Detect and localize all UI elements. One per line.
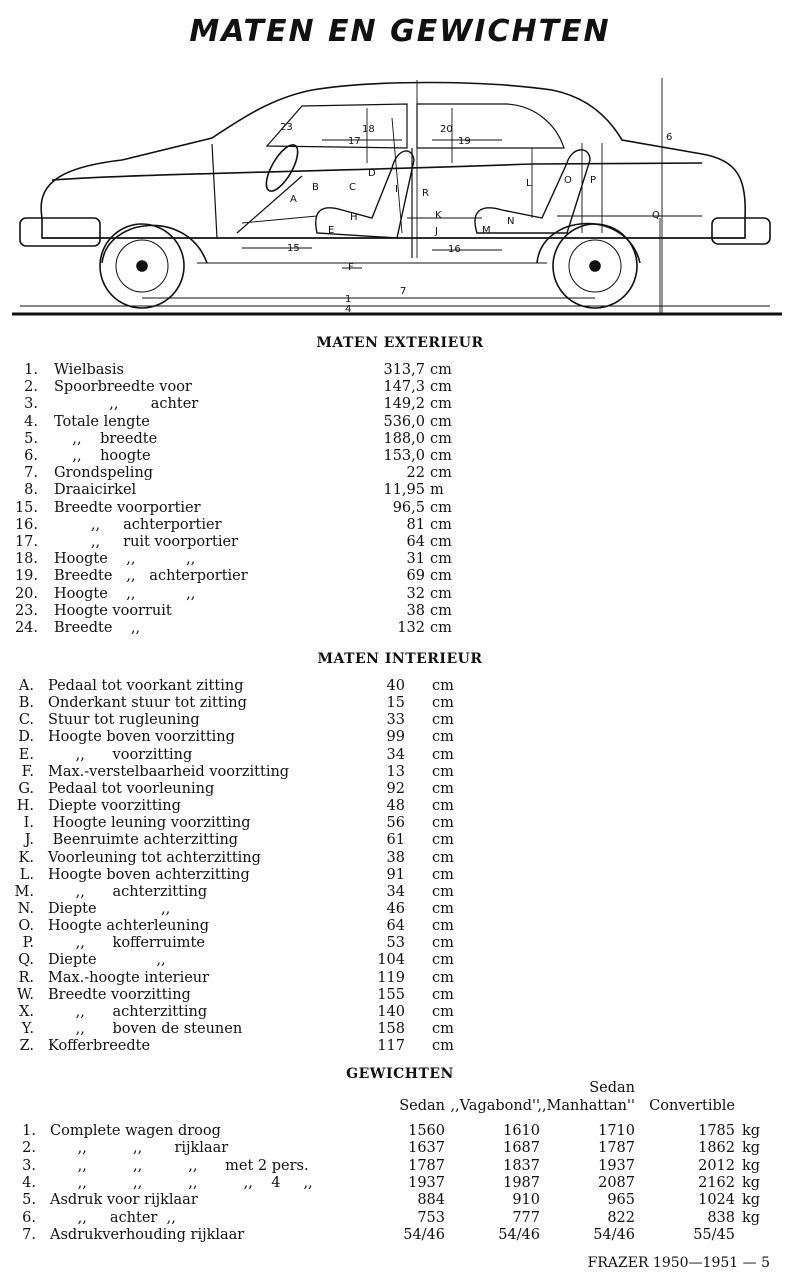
row-label: Diepte ,,	[48, 952, 166, 969]
row-label: ,, kofferruimte	[48, 935, 205, 952]
row-label: Max.-verstelbaarheid voorzitting	[48, 763, 290, 780]
row-value: 64	[406, 534, 425, 550]
row-number: 4.	[24, 413, 38, 430]
table-row	[0, 1140, 800, 1157]
table-row	[0, 551, 800, 568]
row-number: K.	[18, 849, 34, 866]
table-row	[0, 379, 800, 396]
table-row	[0, 620, 800, 637]
weights-column-header: ,,Vagabond''	[450, 1098, 540, 1114]
table-row	[0, 1038, 800, 1055]
row-value: 48	[386, 798, 405, 815]
row-weight-value: 1637	[408, 1140, 445, 1157]
row-weight-value: 1710	[598, 1123, 635, 1139]
row-number: 2.	[22, 1140, 36, 1157]
row-value: 149,2	[383, 396, 425, 413]
row-number: 8.	[24, 482, 38, 499]
diagram-label-b: B	[312, 182, 319, 193]
row-unit: cm	[432, 780, 454, 797]
row-value: 99	[386, 729, 405, 746]
row-number: J.	[24, 832, 34, 849]
row-unit: cm	[432, 832, 454, 849]
row-number: E.	[18, 746, 34, 763]
row-number: P.	[22, 935, 34, 952]
diagram-label-17: 17	[348, 136, 361, 147]
table-row	[0, 712, 800, 729]
row-weight-value: 2162	[698, 1174, 735, 1191]
table-row	[0, 448, 800, 465]
row-weight-value: 1024	[698, 1192, 735, 1209]
row-unit: cm	[430, 534, 452, 550]
row-weight-value: 1787	[408, 1157, 445, 1174]
row-label: ,, achterzitting	[48, 1003, 208, 1020]
table-row	[0, 1210, 800, 1227]
row-value: 53	[386, 935, 405, 952]
row-label: ,, achter	[54, 396, 199, 413]
row-unit: cm	[430, 430, 452, 447]
row-number: G.	[18, 780, 34, 797]
row-unit: cm	[432, 712, 454, 729]
row-value: 155	[377, 986, 405, 1003]
row-unit: cm	[432, 678, 454, 694]
row-label: ,, ,, rijklaar	[50, 1140, 229, 1157]
table-row	[0, 970, 800, 987]
row-label: ,, ,, ,, met 2 pers.	[50, 1157, 309, 1174]
row-label: ,, voorzitting	[48, 746, 193, 763]
row-number: L.	[19, 866, 34, 883]
table-row	[0, 586, 800, 603]
row-label: Hoogte achterleuning	[48, 918, 210, 935]
row-value: 313,7	[383, 362, 425, 378]
row-label: Diepte ,,	[48, 900, 171, 917]
row-label: Hoogte ,, ,,	[54, 551, 196, 568]
table-row	[0, 884, 800, 901]
row-unit: cm	[430, 516, 452, 533]
row-number: X.	[19, 1003, 34, 1020]
table-row	[0, 482, 800, 499]
row-weight-value: 777	[512, 1209, 540, 1226]
diagram-label-r: R	[422, 188, 429, 199]
row-number: N.	[17, 900, 34, 917]
row-label: Stuur tot rugleuning	[48, 712, 200, 729]
table-row	[0, 764, 800, 781]
row-number: Z.	[19, 1038, 34, 1055]
diagram-label-18: 18	[362, 124, 375, 135]
row-weight-value: 884	[417, 1192, 445, 1209]
row-weight-value: 1862	[698, 1140, 735, 1157]
table-row	[0, 747, 800, 764]
row-number: 2.	[24, 379, 38, 396]
row-label: Pedaal tot voorleuning	[48, 780, 215, 797]
row-label: Max.-hoogte interieur	[48, 969, 210, 986]
diagram-label-k: K	[435, 210, 442, 221]
row-label: Hoogte leuning voorzitting	[48, 815, 251, 832]
row-unit: cm	[432, 1038, 454, 1055]
diagram-label-c: C	[349, 182, 356, 193]
diagram-label-l: L	[526, 178, 532, 189]
row-label: Breedte voorzitting	[48, 986, 191, 1003]
row-label: Beenruimte achterzitting	[48, 832, 239, 849]
row-value: 11,95	[383, 482, 425, 499]
table-row	[0, 695, 800, 712]
row-unit: cm	[430, 620, 452, 636]
row-value: 34	[386, 746, 405, 763]
row-label: ,, achterportier	[54, 516, 222, 533]
row-unit: kg	[742, 1192, 761, 1209]
table-row	[0, 431, 800, 448]
row-number: O.	[18, 918, 34, 935]
row-value: 92	[386, 780, 405, 797]
row-value: 61	[386, 832, 405, 849]
section-heading-gewichten: GEWICHTEN	[346, 1066, 454, 1082]
row-number: 5.	[24, 430, 38, 447]
row-number: 4.	[22, 1174, 36, 1191]
row-value: 31	[406, 551, 425, 568]
row-number: 1.	[22, 1123, 36, 1139]
weights-column-header: Convertible	[649, 1098, 735, 1114]
row-number: D.	[18, 729, 34, 746]
row-weight-value: 54/46	[593, 1226, 635, 1243]
row-unit: cm	[430, 362, 452, 378]
table-row	[0, 867, 800, 884]
table-row	[0, 781, 800, 798]
row-weight-value: 1937	[598, 1157, 635, 1174]
row-weight-value: 1610	[503, 1123, 540, 1139]
diagram-label-19: 19	[458, 136, 471, 147]
row-weight-value: 1560	[408, 1123, 445, 1139]
row-label: Asdruk voor rijklaar	[50, 1192, 198, 1209]
weights-column-header: Sedan	[399, 1098, 445, 1114]
weights-column-header: ,,Manhattan''	[537, 1098, 635, 1114]
diagram-label-1: 1	[345, 294, 352, 305]
row-unit: cm	[432, 952, 454, 969]
row-value: 188,0	[383, 430, 425, 447]
row-number: 7.	[22, 1226, 36, 1243]
row-unit: cm	[432, 849, 454, 866]
row-label: Kofferbreedte	[48, 1038, 151, 1055]
row-value: 104	[377, 952, 405, 969]
table-row	[0, 678, 800, 695]
row-weight-value: 1687	[503, 1140, 540, 1157]
table-row	[0, 465, 800, 482]
row-value: 22	[406, 465, 425, 482]
row-number: 17.	[14, 534, 38, 550]
diagram-label-4: 4	[345, 304, 352, 315]
diagram-label-20: 20	[440, 124, 453, 135]
diagram-label-23: 23	[280, 122, 293, 133]
diagram-label-16: 16	[448, 244, 461, 255]
row-unit: cm	[430, 396, 452, 413]
row-unit: cm	[430, 602, 452, 619]
row-number: 23.	[14, 602, 38, 619]
row-number: 24.	[14, 620, 38, 636]
table-row	[0, 1021, 800, 1038]
row-label: Totale lengte	[54, 413, 150, 430]
row-label: Breedte ,,	[54, 620, 141, 636]
car-dimension-diagram	[12, 68, 782, 320]
table-row	[0, 534, 800, 551]
row-value: 153,0	[383, 448, 425, 464]
table-row	[0, 1158, 800, 1175]
row-number: 19.	[14, 568, 38, 585]
row-unit: cm	[432, 900, 454, 917]
row-weight-value: 1785	[698, 1123, 735, 1139]
row-weight-value: 753	[417, 1209, 445, 1226]
page-title: MATEN EN GEWICHTEN	[189, 14, 611, 49]
table-row	[0, 603, 800, 620]
row-number: R.	[18, 969, 34, 986]
table-row	[0, 815, 800, 832]
row-weight-value: 838	[707, 1209, 735, 1226]
row-value: 33	[386, 712, 405, 729]
row-value: 81	[406, 516, 425, 533]
row-number: 15.	[14, 499, 38, 516]
table-row	[0, 832, 800, 849]
row-unit: m	[430, 482, 444, 499]
diagram-label-n: N	[507, 216, 515, 227]
row-weight-value: 1787	[598, 1140, 635, 1157]
row-unit: kg	[742, 1140, 761, 1157]
table-row	[0, 952, 800, 969]
row-value: 13	[386, 763, 405, 780]
row-number: A.	[18, 678, 34, 694]
row-label: ,, boven de steunen	[48, 1021, 243, 1037]
row-number: W.	[17, 986, 34, 1003]
table-row	[0, 1004, 800, 1021]
row-value: 38	[386, 849, 405, 866]
row-value: 119	[377, 969, 405, 986]
row-unit: kg	[742, 1174, 761, 1191]
row-label: Breedte voorportier	[54, 499, 201, 516]
row-unit: cm	[430, 585, 452, 602]
section-heading-interieur: MATEN INTERIEUR	[317, 651, 483, 667]
row-value: 40	[386, 678, 405, 694]
table-row	[0, 987, 800, 1004]
row-number: 6.	[22, 1209, 36, 1226]
row-label: Hoogte voorruit	[54, 602, 172, 619]
diagram-label-j: J	[435, 226, 438, 237]
table-row	[0, 798, 800, 815]
row-unit: cm	[430, 568, 452, 585]
row-number: B.	[18, 695, 34, 712]
row-unit: kg	[742, 1209, 761, 1226]
table-row	[0, 1175, 800, 1192]
row-label: ,, ruit voorportier	[54, 534, 238, 550]
row-label: ,, hoogte	[54, 448, 151, 464]
row-label: Diepte voorzitting	[48, 798, 181, 815]
row-unit: cm	[432, 798, 454, 815]
row-weight-value: 1937	[408, 1174, 445, 1191]
table-row	[0, 901, 800, 918]
table-row	[0, 1227, 800, 1244]
row-unit: cm	[432, 866, 454, 883]
row-label: Breedte ,, achterportier	[54, 568, 248, 585]
diagram-label-e: E	[328, 225, 335, 236]
row-label: ,, achterzitting	[48, 883, 208, 900]
row-value: 158	[377, 1021, 405, 1037]
row-number: M.	[14, 883, 34, 900]
row-weight-value: 54/46	[403, 1226, 445, 1243]
row-unit: cm	[432, 918, 454, 935]
row-value: 15	[386, 695, 405, 712]
row-value: 91	[386, 866, 405, 883]
row-label: Draaicirkel	[54, 482, 137, 499]
row-unit: kg	[742, 1157, 761, 1174]
row-value: 132	[397, 620, 425, 636]
table-row	[0, 517, 800, 534]
row-label: Hoogte boven achterzitting	[48, 866, 250, 883]
row-number: 16.	[14, 516, 38, 533]
diagram-label-q: Q	[652, 210, 660, 221]
row-unit: cm	[432, 815, 454, 832]
table-row	[0, 396, 800, 413]
row-label: ,, ,, ,, ,, 4 ,,	[50, 1174, 313, 1191]
row-weight-value: 965	[607, 1192, 635, 1209]
row-number: 3.	[22, 1157, 36, 1174]
row-value: 147,3	[383, 379, 425, 396]
diagram-label-f: F	[348, 262, 354, 273]
row-unit: cm	[430, 551, 452, 568]
row-label: ,, breedte	[54, 430, 158, 447]
row-unit: cm	[432, 986, 454, 1003]
diagram-label-15: 15	[287, 243, 300, 254]
row-unit: cm	[430, 465, 452, 482]
row-value: 96,5	[392, 499, 425, 516]
row-label: ,, achter ,,	[50, 1209, 176, 1226]
row-unit: cm	[432, 883, 454, 900]
row-value: 536,0	[383, 413, 425, 430]
row-weight-value: 55/45	[693, 1226, 735, 1243]
table-row	[0, 1123, 800, 1140]
row-unit: kg	[742, 1123, 761, 1139]
diagram-label-6: 6	[666, 132, 673, 143]
row-label: Wielbasis	[54, 362, 124, 378]
table-row	[0, 362, 800, 379]
diagram-label-7: 7	[400, 286, 407, 297]
row-unit: cm	[432, 763, 454, 780]
row-number: Y.	[21, 1021, 34, 1037]
page-footer: FRAZER 1950—1951 — 5	[587, 1255, 770, 1271]
row-label: Hoogte boven voorzitting	[48, 729, 235, 746]
row-weight-value: 2087	[598, 1174, 635, 1191]
row-weight-value: 1987	[503, 1174, 540, 1191]
diagram-label-o: O	[564, 175, 572, 186]
table-row	[0, 414, 800, 431]
row-number: H.	[16, 798, 34, 815]
row-label: Onderkant stuur tot zitting	[48, 695, 247, 712]
row-value: 69	[406, 568, 425, 585]
diagram-label-p: P	[590, 175, 597, 186]
table-row	[0, 935, 800, 952]
diagram-label-h: H	[350, 212, 358, 223]
row-value: 38	[406, 602, 425, 619]
row-weight-value: 1837	[503, 1157, 540, 1174]
row-value: 46	[386, 900, 405, 917]
row-unit: cm	[432, 1021, 454, 1037]
row-label: Pedaal tot voorkant zitting	[48, 678, 244, 694]
row-unit: cm	[432, 746, 454, 763]
section-heading-exterieur: MATEN EXTERIEUR	[316, 335, 484, 351]
row-number: 3.	[24, 396, 38, 413]
table-row	[0, 500, 800, 517]
row-weight-value: 2012	[698, 1157, 735, 1174]
diagram-label-m: M	[482, 225, 491, 236]
row-value: 64	[386, 918, 405, 935]
row-weight-value: 910	[512, 1192, 540, 1209]
row-number: Q.	[18, 952, 34, 969]
row-number: 6.	[24, 448, 38, 464]
table-row	[0, 1192, 800, 1209]
row-value: 140	[377, 1003, 405, 1020]
row-label: Complete wagen droog	[50, 1123, 221, 1139]
row-unit: cm	[430, 379, 452, 396]
row-number: C.	[18, 712, 34, 729]
row-number: I.	[23, 815, 34, 832]
row-number: F.	[21, 763, 34, 780]
row-label: Asdrukverhouding rijklaar	[50, 1226, 245, 1243]
diagram-label-d: D	[368, 168, 376, 179]
diagram-label-a: A	[290, 194, 297, 205]
row-value: 56	[386, 815, 405, 832]
table-row	[0, 850, 800, 867]
row-value: 32	[406, 585, 425, 602]
row-number: 20.	[14, 585, 38, 602]
table-row	[0, 729, 800, 746]
row-label: Hoogte ,, ,,	[54, 585, 196, 602]
row-weight-value: 822	[607, 1209, 635, 1226]
row-unit: cm	[430, 448, 452, 464]
row-value: 34	[386, 883, 405, 900]
row-weight-value: 54/46	[498, 1226, 540, 1243]
row-label: Spoorbreedte voor	[54, 379, 192, 396]
row-number: 1.	[24, 362, 38, 378]
row-unit: cm	[430, 413, 452, 430]
row-number: 18.	[14, 551, 38, 568]
diagram-label-i: I	[395, 184, 398, 195]
row-number: 7.	[24, 465, 38, 482]
row-unit: cm	[432, 729, 454, 746]
table-row	[0, 918, 800, 935]
row-unit: cm	[432, 1003, 454, 1020]
row-unit: cm	[432, 935, 454, 952]
row-label: Grondspeling	[54, 465, 154, 482]
row-number: 5.	[22, 1192, 36, 1209]
row-unit: cm	[432, 695, 454, 712]
row-unit: cm	[430, 499, 452, 516]
weights-column-header: Sedan	[589, 1080, 635, 1096]
row-value: 117	[377, 1038, 405, 1055]
row-unit: cm	[432, 969, 454, 986]
table-row	[0, 568, 800, 585]
row-label: Voorleuning tot achterzitting	[48, 849, 261, 866]
